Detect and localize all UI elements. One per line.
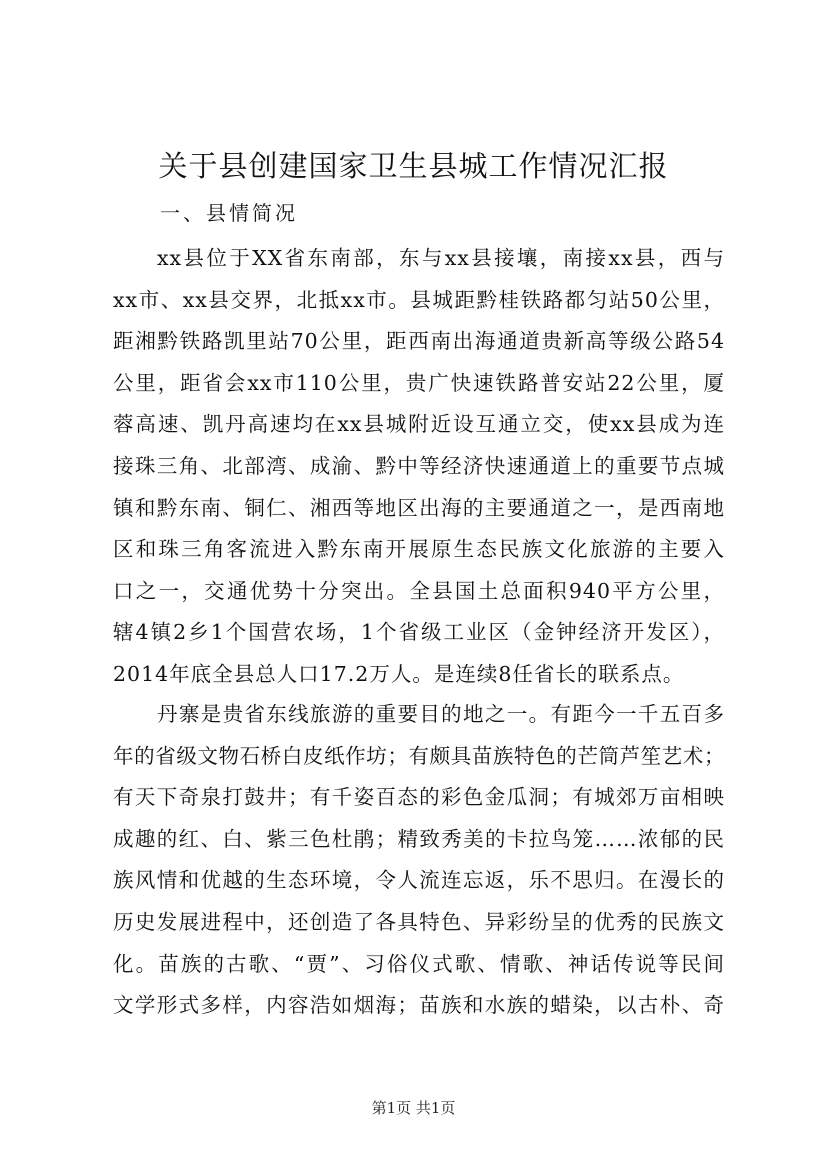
paragraph-county-overview [113, 238, 725, 696]
paragraph-line: 2014年底全县总人口17.2万人。是连续8任省长的联系点。 [113, 661, 685, 686]
section-heading: 一、县情简况 [160, 201, 298, 225]
paragraph-line: 口之一，交通优势十分突出。全县国土总面积940平方公里， [113, 578, 725, 603]
paragraph-line: 文学形式多样，内容浩如烟海；苗族和水族的蜡染，以古朴、奇 [113, 993, 725, 1018]
paragraph-line: 区和珠三角客流进入黔东南开展原生态民族文化旅游的主要入 [113, 537, 725, 562]
paragraph-line: 公里，距省会xx市110公里，贵广快速铁路普安站22公里，厦 [113, 370, 725, 395]
paragraph-line: 有天下奇泉打鼓井；有千姿百态的彩色金瓜洞；有城郊万亩相映 [113, 785, 725, 810]
paragraph-line: 历史发展进程中，还创造了各具特色、异彩纷呈的优秀的民族文 [113, 909, 725, 934]
paragraph-line: 成趣的红、白、紫三色杜鹃；精致秀美的卡拉鸟笼……浓郁的民 [113, 826, 725, 851]
document-title: 关于县创建国家卫生县城工作情况汇报 [158, 149, 669, 183]
paragraph-line: 镇和黔东南、铜仁、湘西等地区出海的主要通道之一，是西南地 [113, 495, 725, 520]
paragraph-line: 丹寨是贵省东线旅游的重要目的地之一。有距今一千五百多 [157, 702, 725, 726]
paragraph-line: 接珠三角、北部湾、成渝、黔中等经济快速通道上的重要节点城 [113, 453, 725, 478]
page-footer: 第1页 共1页 [371, 1099, 456, 1117]
paragraph-line: xx县位于XX省东南部，东与xx县接壤，南接xx县，西与 [157, 246, 725, 270]
paragraph-line: 辖4镇2乡1个国营农场，1个省级工业区（金钟经济开发区）， [113, 620, 725, 645]
paragraph-tourism [113, 694, 725, 1027]
paragraph-line: 族风情和优越的生态环境，令人流连忘返，乐不思归。在漫长的 [113, 868, 725, 893]
paragraph-line: xx市、xx县交界，北抵xx市。县城距黔桂铁路都匀站50公里， [113, 287, 725, 312]
paragraph-line: 蓉高速、凯丹高速均在xx县城附近设互通立交，使xx县成为连 [113, 412, 725, 437]
paragraph-line: 距湘黔铁路凯里站70公里，距西南出海通道贵新高等级公路54 [113, 329, 725, 354]
paragraph-line: 化。苗族的古歌、“贾”、习俗仪式歌、情歌、神话传说等民间 [113, 951, 725, 976]
paragraph-line: 年的省级文物石桥白皮纸作坊；有颇具苗族特色的芒筒芦笙艺术； [113, 743, 725, 768]
